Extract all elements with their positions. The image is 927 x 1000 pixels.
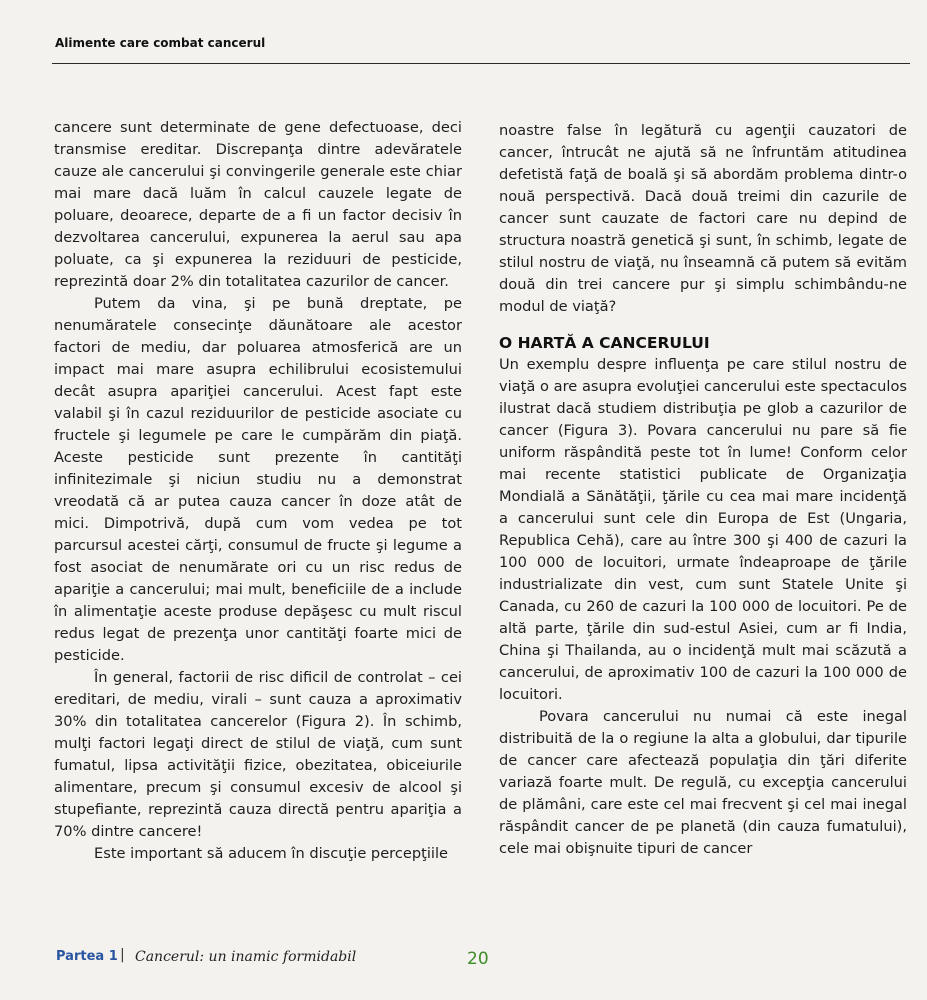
footer-part-title: Cancerul: un inamic formidabil <box>135 949 357 965</box>
left-paragraph-2: Putem da vina, şi pe bună dreptate, pe nenumăratele consecinţe dăunătoare ale acestor factori de mediu, dar poluarea atmosferică are un impact mai mare asupra echilibrului ecosistemului decât asupra apariţiei cancerului. Acest fapt este valabil şi în cazul reziduurilor de pesticide asociate cu fructele şi legumele pe care le cumpărăm din piaţă. Aceste pesticide sunt prezente în cantităţi infinitezimale şi niciun studiu nu a demonstrat vreodată că ar putea cauza cancer în doze atât de mici. Dimpotrivă, după cum vom vedea pe tot parcursul acestei cărţi, consumul de fructe şi legume a fost asociat de nenumărate ori cu un risc redus de apariţie a cancerului; mai mult, beneficiile de a include în alimentaţie aceste produse depăşesc cu mult riscul redus legat de prezenţa unor cantităţi foarte mici de pesticide. <box>54 295 462 664</box>
left-paragraph-4: Este important să aducem în discuţie percepţiile <box>94 845 448 862</box>
right-paragraph-2: Povara cancerului nu numai că este inegal distribuită de la o regiune la alta a globului, dar tipurile de cancer care afectează populaţia din ţări diferite variază foarte mult. De regulă, cu excepţia cancerului de plămâni, care este cel mai frecvent şi cel mai inegal răspândit cancer de pe planetă (din cauza fumatului), cele mai obişnuite tipuri de cancer <box>499 708 907 857</box>
header-rule <box>52 63 910 64</box>
section-heading: O HARTĂ A CANCERULUI <box>499 334 710 352</box>
left-paragraph-1: cancere sunt determinate de gene defectuoase, deci transmise ereditar. Discrepanţa dintre adevăratele cauze ale cancerului şi convingerile generale este chiar mai mare dacă luăm în calcul cauzele legate de poluare, deoarece, departe de a fi un factor decisiv în dezvoltarea cancerului, expunerea la aerul sau apa poluate, ca şi expunerea la reziduuri de pesticide, reprezintă doar 2% din totalitatea cazurilor de cancer. <box>54 119 462 290</box>
right-paragraph-intro: noastre false în legătură cu agenţii cauzatori de cancer, întrucât ne ajută să ne înfruntăm atitudinea defetistă faţă de boală şi să abordăm problema dintr-o nouă perspectivă. Dacă două treimi din cazurile de cancer sunt cauzate de factori care nu depind de structura noastră genetică şi sunt, în schimb, legate de stilul nostru de viaţă, nu înseamnă că putem să evităm două din trei cancere pur şi simplu schimbându-ne modul de viaţă? <box>499 122 907 315</box>
right-column <box>499 120 907 860</box>
right-paragraph-1: Un exemplu despre influenţa pe care stilul nostru de viaţă o are asupra evoluţiei cancerului este spectaculos ilustrat dacă studiem distribuţia pe glob a cazurilor de cancer (Figura 3). Povara cancerului nu pare să fie uniform răspândită peste tot în lume! Conform celor mai recente statistici publicate de Organizaţia Mondială a Sănătăţii, ţările cu cea mai mare incidenţă a cancerului sunt cele din Europa de Est (Ungaria, Republica Cehă), care au între 300 şi 400 de cazuri la 100 000 de locuitori, urmate îndeaproape de ţările industrializate din vest, cum sunt Statele Unite şi Canada, cu 260 de cazuri la 100 000 de locuitori. Pe de altă parte, ţările din sud-estul Asiei, cum ar fi India, China şi Thailanda, au o incidenţă mult mai scăzută a cancerului, de aproximativ 100 de cazuri la 100 000 de locuitori. <box>499 356 907 703</box>
left-column <box>54 117 462 865</box>
page-number: 20 <box>467 949 489 969</box>
left-paragraph-3: În general, factorii de risc dificil de controlat – cei ereditari, de mediu, virali – sunt cauza a aproximativ 30% din totalitatea cancerelor (Figura 2). În schimb, mulţi factori legaţi direct de stilul de viaţă, cum sunt fumatul, lipsa activităţii fizice, obezitatea, obiceiurile alimentare, precum şi consumul excesiv de alcool şi stupefiante, reprezintă cauza directă pentru apariţia a 70% dintre cancere! <box>54 669 462 840</box>
footer-separator: | <box>120 947 125 963</box>
running-header-title: Alimente care combat cancerul <box>55 36 266 50</box>
footer-part-label: Partea 1 <box>56 949 118 964</box>
